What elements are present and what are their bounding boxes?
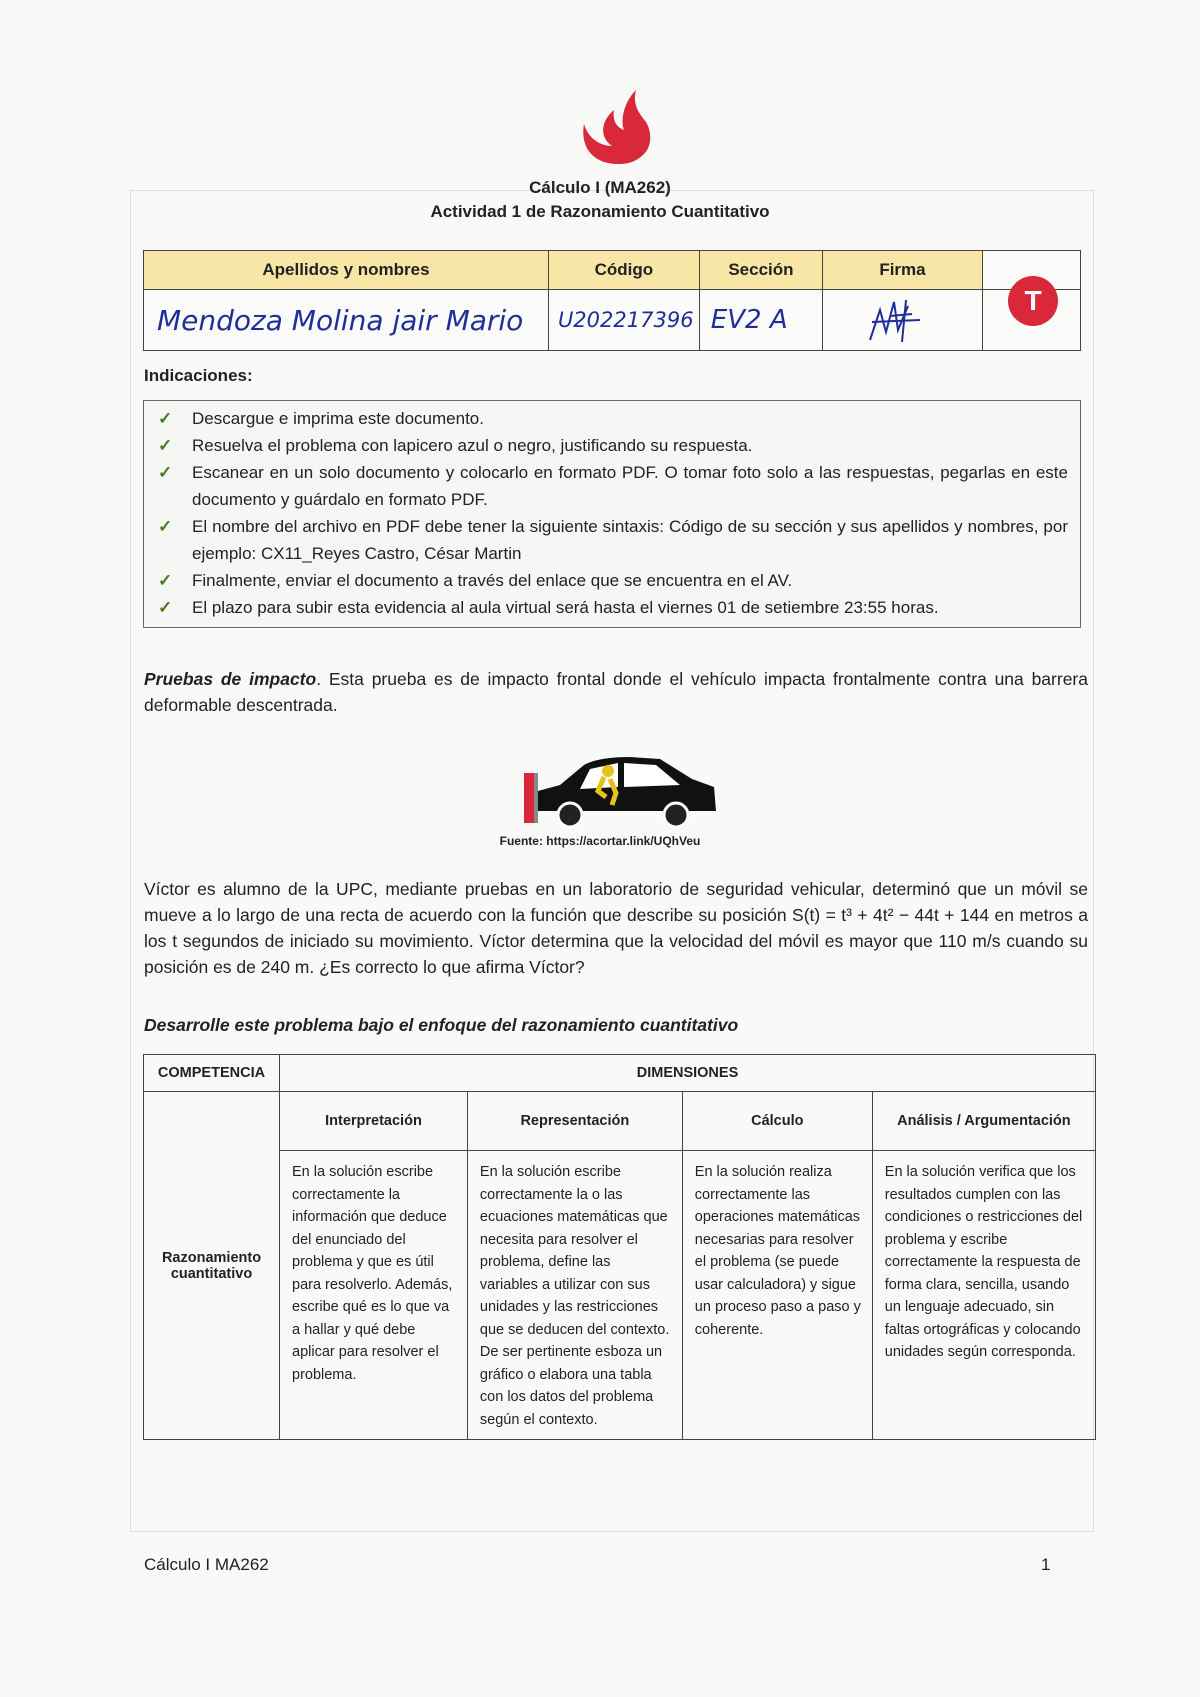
handwritten-name: Mendoza Molina jair Mario <box>157 303 524 337</box>
header-signature: Firma <box>823 251 983 290</box>
header-name: Apellidos y nombres <box>144 251 549 290</box>
dimension-description: En la solución escribe correctamente la o las ecuaciones matemáticas que necesita para resolver el problema, define las variables a utilizar con sus unidades y las restricciones que se deducen del contexto. De ser pertinente esboza un gráfico o elabora una tabla con los datos del problema según el contexto. <box>467 1151 682 1440</box>
problem-paragraph: Víctor es alumno de la UPC, mediante pruebas en un laboratorio de seguridad vehicular, determinó que un móvil se mueve a lo largo de una recta de acuerdo con la función que describe su posición S(t) = t³ + 4t² − 44t + 144 en metros a los t segundos de iniciado su movimiento. Víctor determina que la velocidad del móvil es mayor que 110 m/s cuando su posición es de 240 m. ¿Es correcto lo que afirma Víctor? <box>144 879 1088 977</box>
turnitin-icon: T <box>1008 276 1058 326</box>
competencia-header: COMPETENCIA <box>144 1055 280 1092</box>
cell-section[interactable] <box>699 290 822 351</box>
list-item: ✓ Escanear en un solo documento y colocarlo en formato PDF. O tomar foto solo a las respuestas, pegarlas en este documento y guárdalo en formato PDF. <box>154 459 1068 513</box>
check-icon: ✓ <box>158 571 173 590</box>
upc-logo <box>578 80 658 166</box>
dimension-header: Interpretación <box>280 1092 468 1151</box>
crash-test-car-image <box>520 735 720 829</box>
dimension-header: Análisis / Argumentación <box>872 1092 1095 1151</box>
signature-scribble <box>850 292 940 348</box>
cell-name[interactable] <box>144 290 549 351</box>
dimensiones-header: DIMENSIONES <box>280 1055 1096 1092</box>
intro-title: Pruebas de impacto <box>144 669 317 689</box>
instruction-heading: Desarrolle este problema bajo el enfoque del razonamiento cuantitativo <box>144 1015 739 1035</box>
list-item: ✓ Finalmente, enviar el documento a través del enlace que se encuentra en el AV. <box>154 567 1068 594</box>
student-table <box>143 250 1081 351</box>
check-icon: ✓ <box>158 598 173 617</box>
list-item: ✓ Descargue e imprima este documento. <box>154 405 1068 432</box>
indicaciones-box <box>143 400 1081 628</box>
dimension-description: En la solución escribe correctamente la información que deduce del enunciado del problema y que es útil para resolverlo. Además, escribe qué es lo que va a hallar y qué debe aplicar para resolver el problema. <box>280 1151 468 1440</box>
indicaciones-label: Indicaciones: <box>144 366 253 385</box>
rubric-table <box>143 1054 1096 1440</box>
dimension-description: En la solución realiza correctamente las operaciones matemáticas necesarias para resolver el problema (se puede usar calculadora) y sigue un proceso paso a paso y coherente. <box>682 1151 872 1440</box>
header-code: Código <box>548 251 699 290</box>
handwritten-section: EV2 A <box>710 305 788 335</box>
dimension-description: En la solución verifica que los resultados cumplen con las condiciones o restricciones del problema y escribe correctamente la respuesta de forma clara, sencilla, usando un lenguaje adecuado, sin faltas ortográficas y colocando unidades según corresponda. <box>872 1151 1095 1440</box>
figure-caption: Fuente: https://acortar.link/UQhVeu <box>499 834 701 848</box>
header-section: Sección <box>699 251 822 290</box>
dimension-header: Cálculo <box>682 1092 872 1151</box>
page-number: 1 <box>1041 1555 1051 1574</box>
activity-title: Actividad 1 de Razonamiento Cuantitativo <box>430 202 770 221</box>
check-icon: ✓ <box>158 436 173 455</box>
list-item: ✓ El nombre del archivo en PDF debe tener la siguiente sintaxis: Código de su sección y sus apellidos y nombres, por ejemplo: CX11_Reyes Castro, César Martin <box>154 513 1068 567</box>
footer-course: Cálculo I MA262 <box>144 1555 269 1574</box>
handwritten-code: U202217396 <box>557 308 694 332</box>
dimension-header: Representación <box>467 1092 682 1151</box>
list-item: ✓ Resuelva el problema con lapicero azul o negro, justificando su respuesta. <box>154 432 1068 459</box>
intro-paragraph <box>144 666 1088 718</box>
competencia-cell: Razonamiento cuantitativo <box>144 1092 280 1440</box>
intro-text: . Esta prueba es de impacto frontal donde el vehículo impacta frontalmente contra una barrera deformable descentrada. <box>144 669 1088 715</box>
cell-signature[interactable] <box>823 290 983 351</box>
check-icon: ✓ <box>158 409 173 428</box>
list-item: ✓ El plazo para subir esta evidencia al aula virtual será hasta el viernes 01 de setiembre 23:55 horas. <box>154 594 1068 621</box>
check-icon: ✓ <box>158 517 173 536</box>
course-title: Cálculo I (MA262) <box>529 178 671 197</box>
check-icon: ✓ <box>158 463 173 482</box>
cell-code[interactable] <box>548 290 699 351</box>
